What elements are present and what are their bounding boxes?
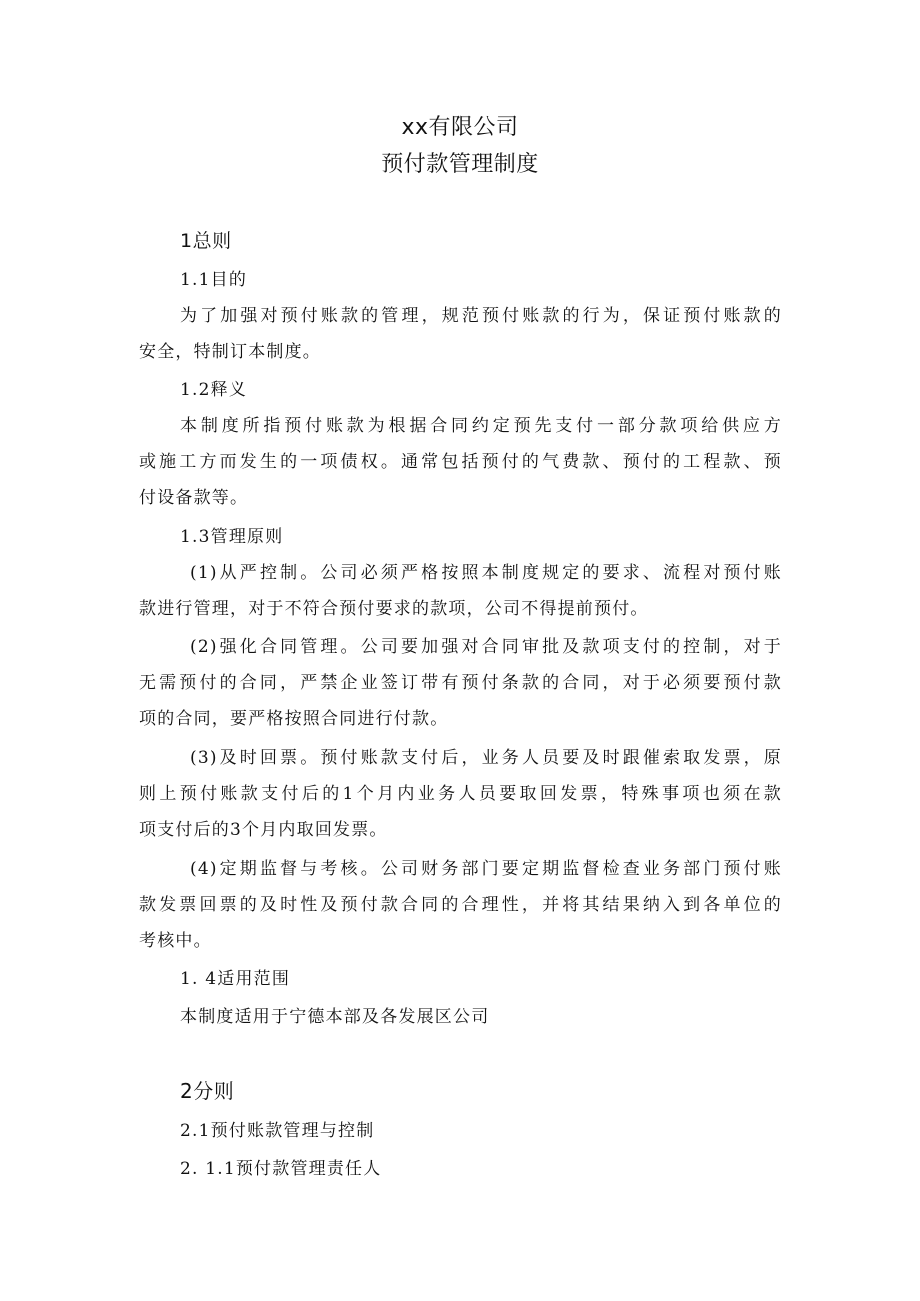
paragraph-line: 考核中。 <box>139 931 212 951</box>
subsection-1-2-heading: 1.2释义 <box>180 380 248 400</box>
paragraph-line: (2)强化合同管理。公司要加强对合同审批及款项支付的控制，对于 <box>190 637 782 657</box>
paragraph-line: 项的合同，要严格按照合同进行付款。 <box>139 709 449 729</box>
paragraph-line: (3)及时回票。预付账款支付后，业务人员要及时跟催索取发票，原 <box>190 748 782 768</box>
subsection-1-1-heading: 1.1目的 <box>180 270 248 290</box>
section-1-heading: 1总则 <box>180 230 232 252</box>
subsection-2-1-heading: 2.1预付账款管理与控制 <box>180 1121 375 1141</box>
paragraph-line: 项支付后的3个月内取回发票。 <box>139 820 388 840</box>
subsection-1-3-heading: 1.3管理原则 <box>180 527 284 547</box>
company-title: xx有限公司 <box>401 115 519 140</box>
paragraph-line: 本制度所指预付账款为根据合同约定预先支付一部分款项给供应方 <box>180 416 782 436</box>
paragraph-line: 无需预付的合同，严禁企业签订带有预付条款的合同，对于必须要预付款 <box>139 673 782 693</box>
subsection-2-1-1-heading: 2. 1.1预付款管理责任人 <box>180 1159 382 1179</box>
paragraph-line: 安全，特制订本制度。 <box>139 342 321 362</box>
paragraph-line: 或施工方而发生的一项债权。通常包括预付的气费款、预付的工程款、预 <box>139 452 782 472</box>
paragraph-line: 为了加强对预付账款的管理，规范预付账款的行为，保证预付账款的 <box>180 306 782 326</box>
document-title: 预付款管理制度 <box>381 152 539 177</box>
paragraph-line: 付设备款等。 <box>139 488 249 508</box>
subsection-1-4-heading: 1. 4适用范围 <box>180 969 291 989</box>
paragraph-line: (4)定期监督与考核。公司财务部门要定期监督检查业务部门预付账 <box>190 859 782 879</box>
paragraph-line: 款进行管理，对于不符合预付要求的款项，公司不得提前预付。 <box>139 599 649 619</box>
paragraph-line: 则上预付账款支付后的1个月内业务人员要取回发票，特殊事项也须在款 <box>139 784 782 804</box>
paragraph-line: 款发票回票的及时性及预付款合同的合理性，并将其结果纳入到各单位的 <box>139 895 782 915</box>
paragraph-line: 本制度适用于宁德本部及各发展区公司 <box>180 1007 490 1027</box>
paragraph-line: (1)从严控制。公司必须严格按照本制度规定的要求、流程对预付账 <box>190 563 782 583</box>
section-2-heading: 2分则 <box>180 1079 235 1103</box>
